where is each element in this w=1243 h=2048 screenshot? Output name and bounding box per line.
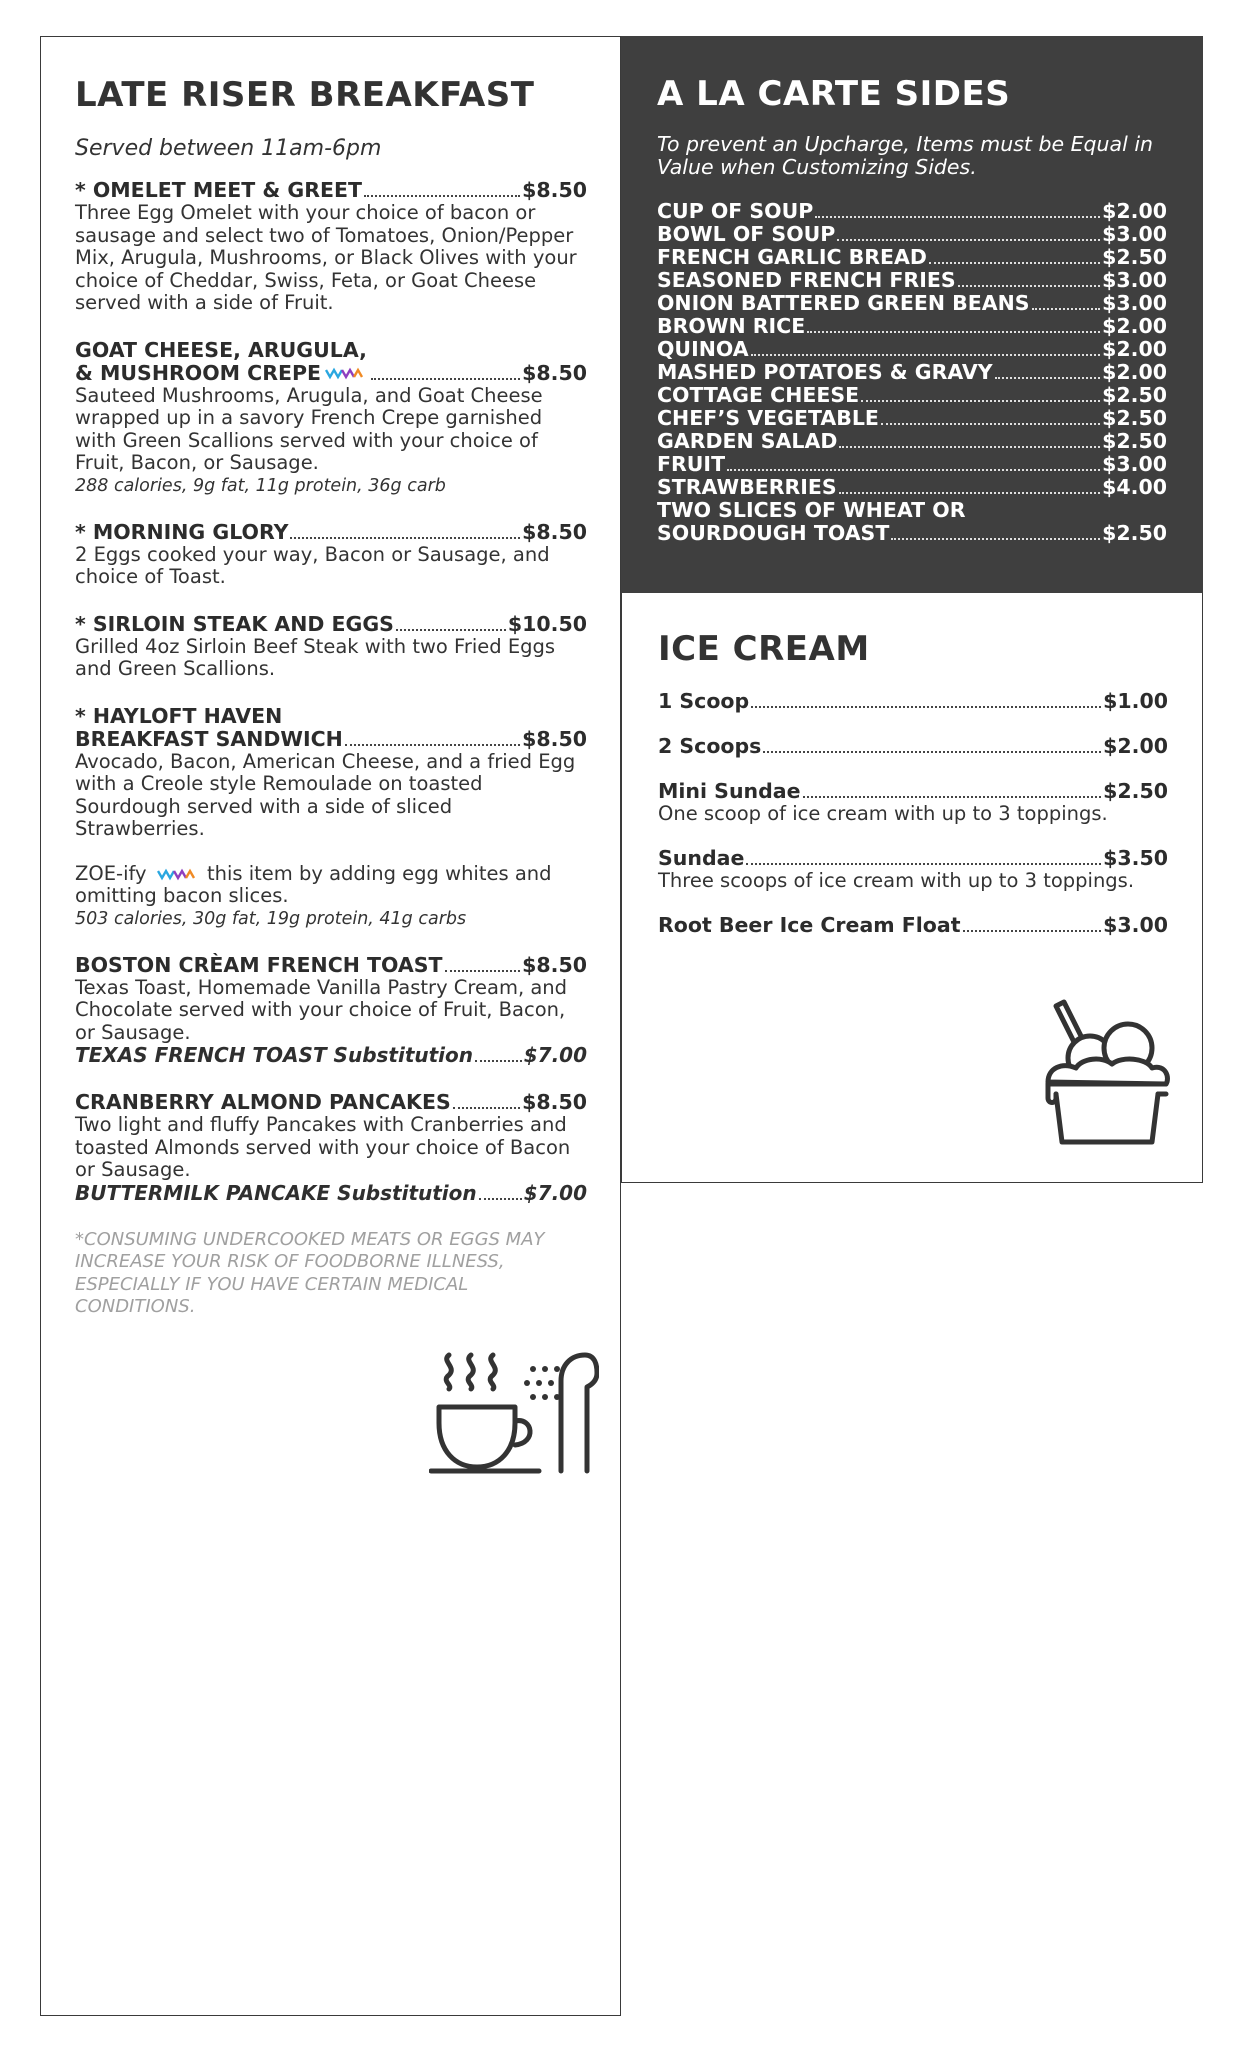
side-name-line1: TWO SLICES OF WHEAT OR: [657, 498, 966, 523]
icecream-panel: [621, 593, 1203, 1183]
side-price: $2.50: [1102, 383, 1167, 408]
menu-item: [75, 179, 587, 315]
leader-dots: [861, 400, 1100, 402]
icecream-name: Mini Sundae: [658, 779, 801, 804]
ice-cream-cup-icon: [1042, 998, 1172, 1148]
leader-dots: [803, 796, 1102, 798]
item-description: Grilled 4oz Sirloin Beef Steak with two Fried Eggs and Green Scallions.: [75, 634, 556, 681]
item-price: $8.50: [522, 726, 587, 751]
side-name-line2: SOURDOUGH TOAST: [657, 520, 890, 545]
side-price: $3.00: [1102, 291, 1167, 316]
item-name-line2: BREAKFAST SANDWICH: [75, 726, 343, 751]
item-description: 2 Eggs cooked your way, Bacon or Sausage, and choice of Toast.: [75, 542, 550, 589]
item-price: $8.50: [522, 1090, 587, 1115]
side-name: STRAWBERRIES: [657, 475, 837, 500]
side-price: $2.00: [1102, 360, 1167, 385]
food-safety-disclaimer: *CONSUMING UNDERCOOKED MEATS OR EGGS MAY INCREASE YOUR RISK OF FOODBORNE ILLNESS, ESPECIALLY IF YOU HAVE CERTAIN MEDICAL CONDITIONS.: [75, 1228, 545, 1318]
side-name: CHEF’S VEGETABLE: [657, 406, 879, 431]
leader-dots: [751, 354, 1101, 356]
item-name-line2: & MUSHROOM CREPE: [75, 360, 322, 385]
substitution-name: TEXAS FRENCH TOAST Substitution: [75, 1043, 474, 1068]
side-item: [657, 384, 1167, 407]
side-name: FRENCH GARLIC BREAD: [657, 245, 927, 270]
icecream-description: One scoop of ice cream with up to 3 toppings.: [658, 802, 1108, 826]
leader-dots: [746, 863, 1101, 865]
side-name: CUP OF SOUP: [657, 199, 814, 224]
leader-dots: [453, 1107, 520, 1109]
icecream-item: [658, 735, 1168, 758]
item-description: Texas Toast, Homemade Vanilla Pastry Cream, and Chocolate served with your choice of Fruit, Bacon, or Sausage.: [75, 975, 568, 1044]
substitution-price: $7.00: [523, 1180, 587, 1205]
item-name: CRANBERRY ALMOND PANCAKES: [75, 1090, 451, 1115]
side-item: [657, 315, 1167, 338]
substitution-price: $7.00: [523, 1043, 587, 1068]
icecream-description: Three scoops of ice cream with up to 3 toppings.: [658, 869, 1135, 893]
leader-dots: [929, 262, 1100, 264]
item-name-line1: GOAT CHEESE, ARUGULA,: [75, 337, 367, 362]
item-price: $8.50: [522, 360, 587, 385]
item-description: Sauteed Mushrooms, Arugula, and Goat Cheese wrapped up in a savory French Crepe garnished with Green Scallions served with your choice of Fruit, Bacon, or Sausage.: [75, 383, 543, 475]
zoe-wave-icon: [157, 867, 197, 881]
side-price: $4.00: [1102, 475, 1167, 500]
menu-item: [75, 339, 587, 497]
side-name: SEASONED FRENCH FRIES: [657, 268, 956, 293]
icecream-item: [658, 847, 1168, 892]
item-description: Three Egg Omelet with your choice of bacon or sausage and select two of Tomatoes, Onion/Pepper Mix, Arugula, Mushrooms, or Black Olives with your choice of Cheddar, Swiss, Feta, or Goat Cheese served with a side of Fruit.: [75, 201, 577, 315]
menu-item: [75, 705, 587, 930]
sides-title: A LA CARTE SIDES: [657, 74, 1011, 114]
leader-dots: [839, 492, 1100, 494]
leader-dots: [837, 239, 1100, 241]
leader-dots: [290, 537, 520, 539]
menu-item: [75, 954, 587, 1068]
breakfast-title: LATE RISER BREAKFAST: [75, 75, 535, 115]
sides-note: To prevent an Upcharge, Items must be Equal in Value when Customizing Sides.: [657, 132, 1154, 179]
icecream-item: [658, 914, 1168, 937]
icecream-price: $1.00: [1103, 689, 1168, 714]
side-name: QUINOA: [657, 337, 749, 362]
side-name: ONION BATTERED GREEN BEANS: [657, 291, 1030, 316]
side-price: $2.50: [1102, 406, 1167, 431]
menu-item: [75, 1091, 587, 1205]
item-name: BOSTON CRÈAM FRENCH TOAST: [75, 952, 443, 977]
item-name: * SIRLOIN STEAK AND EGGS: [75, 611, 394, 636]
leader-dots: [479, 1198, 522, 1200]
leader-dots: [839, 446, 1100, 448]
item-nutrition: 288 calories, 9g fat, 11g protein, 36g carb: [75, 475, 446, 496]
side-item: [657, 269, 1167, 292]
icecream-price: $3.50: [1103, 846, 1168, 871]
side-price: $2.00: [1102, 199, 1167, 224]
leader-dots: [1032, 308, 1101, 310]
coffee-and-toast-icon: [429, 1347, 599, 1477]
item-description: Two light and fluffy Pancakes with Cranberries and toasted Almonds served with your choice of Bacon or Sausage.: [75, 1113, 571, 1182]
leader-dots: [445, 970, 521, 972]
leader-dots: [727, 469, 1100, 471]
leader-dots: [763, 751, 1101, 753]
substitution-row: [75, 1182, 587, 1205]
zoe-prefix: ZOE-ify: [75, 861, 147, 885]
item-description: Avocado, Bacon, American Cheese, and a fried Egg with a Creole style Remoulade on toasted Sourdough served with a side of sliced Strawberries.: [75, 749, 576, 841]
leader-dots: [475, 1060, 522, 1062]
side-price: $2.00: [1102, 314, 1167, 339]
side-name: BROWN RICE: [657, 314, 806, 339]
side-item: [657, 522, 1167, 545]
breakfast-panel: [40, 36, 621, 2016]
side-price: $3.00: [1102, 222, 1167, 247]
side-item: [657, 338, 1167, 361]
leader-dots: [815, 216, 1100, 218]
leader-dots: [881, 423, 1100, 425]
side-name: FRUIT: [657, 452, 726, 477]
icecream-price: $2.50: [1103, 779, 1168, 804]
leader-dots: [364, 195, 520, 197]
leader-dots: [345, 744, 520, 746]
side-item: [657, 361, 1167, 384]
side-price: $2.50: [1102, 429, 1167, 454]
side-price: $3.00: [1102, 452, 1167, 477]
item-price: $8.50: [522, 519, 587, 544]
menu-item: [75, 521, 587, 589]
side-price: $2.00: [1102, 337, 1167, 362]
side-name: COTTAGE CHEESE: [657, 383, 860, 408]
leader-dots: [396, 629, 506, 631]
side-name: MASHED POTATOES & GRAVY: [657, 360, 993, 385]
icecream-price: $3.00: [1103, 913, 1168, 938]
side-price: $3.00: [1102, 268, 1167, 293]
side-item: [657, 407, 1167, 430]
leader-dots: [891, 538, 1100, 540]
icecream-item: [658, 780, 1168, 825]
icecream-price: $2.00: [1103, 734, 1168, 759]
leader-dots: [958, 285, 1101, 287]
item-nutrition: 503 calories, 30g fat, 19g protein, 41g carbs: [75, 908, 467, 929]
leader-dots: [995, 377, 1101, 379]
leader-dots: [371, 378, 520, 380]
icecream-title: ICE CREAM: [658, 629, 870, 669]
side-item: [657, 292, 1167, 315]
side-item: [657, 246, 1167, 269]
side-price: $2.50: [1102, 245, 1167, 270]
leader-dots: [963, 930, 1102, 932]
side-name: GARDEN SALAD: [657, 429, 838, 454]
side-item: [657, 476, 1167, 499]
zoe-note: [75, 863, 587, 908]
substitution-row: [75, 1044, 587, 1067]
side-item: [657, 200, 1167, 223]
substitution-name: BUTTERMILK PANCAKE Substitution: [75, 1180, 477, 1205]
zoe-wave-icon: [325, 366, 365, 380]
side-item: [657, 223, 1167, 246]
menu-item: [75, 613, 587, 681]
icecream-name: 2 Scoops: [658, 734, 762, 759]
leader-dots: [751, 706, 1101, 708]
icecream-item: [658, 690, 1168, 713]
breakfast-subtitle: Served between 11am-6pm: [75, 136, 382, 162]
icecream-name: Sundae: [658, 846, 745, 871]
side-item: [657, 430, 1167, 453]
leader-dots: [807, 331, 1100, 333]
sides-panel: [621, 36, 1203, 593]
side-item: [657, 453, 1167, 476]
item-price: $10.50: [507, 611, 587, 636]
icecream-name: Root Beer Ice Cream Float: [658, 913, 961, 938]
side-name: BOWL OF SOUP: [657, 222, 836, 247]
icecream-name: 1 Scoop: [658, 689, 750, 714]
item-name: * MORNING GLORY: [75, 519, 289, 544]
side-price: $2.50: [1102, 520, 1167, 545]
item-name-line1: * HAYLOFT HAVEN: [75, 703, 283, 728]
item-price: $8.50: [522, 952, 587, 977]
zoe-text: this item by adding egg whites and omitting bacon slices.: [75, 861, 552, 908]
item-name: * OMELET MEET & GREET: [75, 178, 363, 203]
item-price: $8.50: [522, 178, 587, 203]
